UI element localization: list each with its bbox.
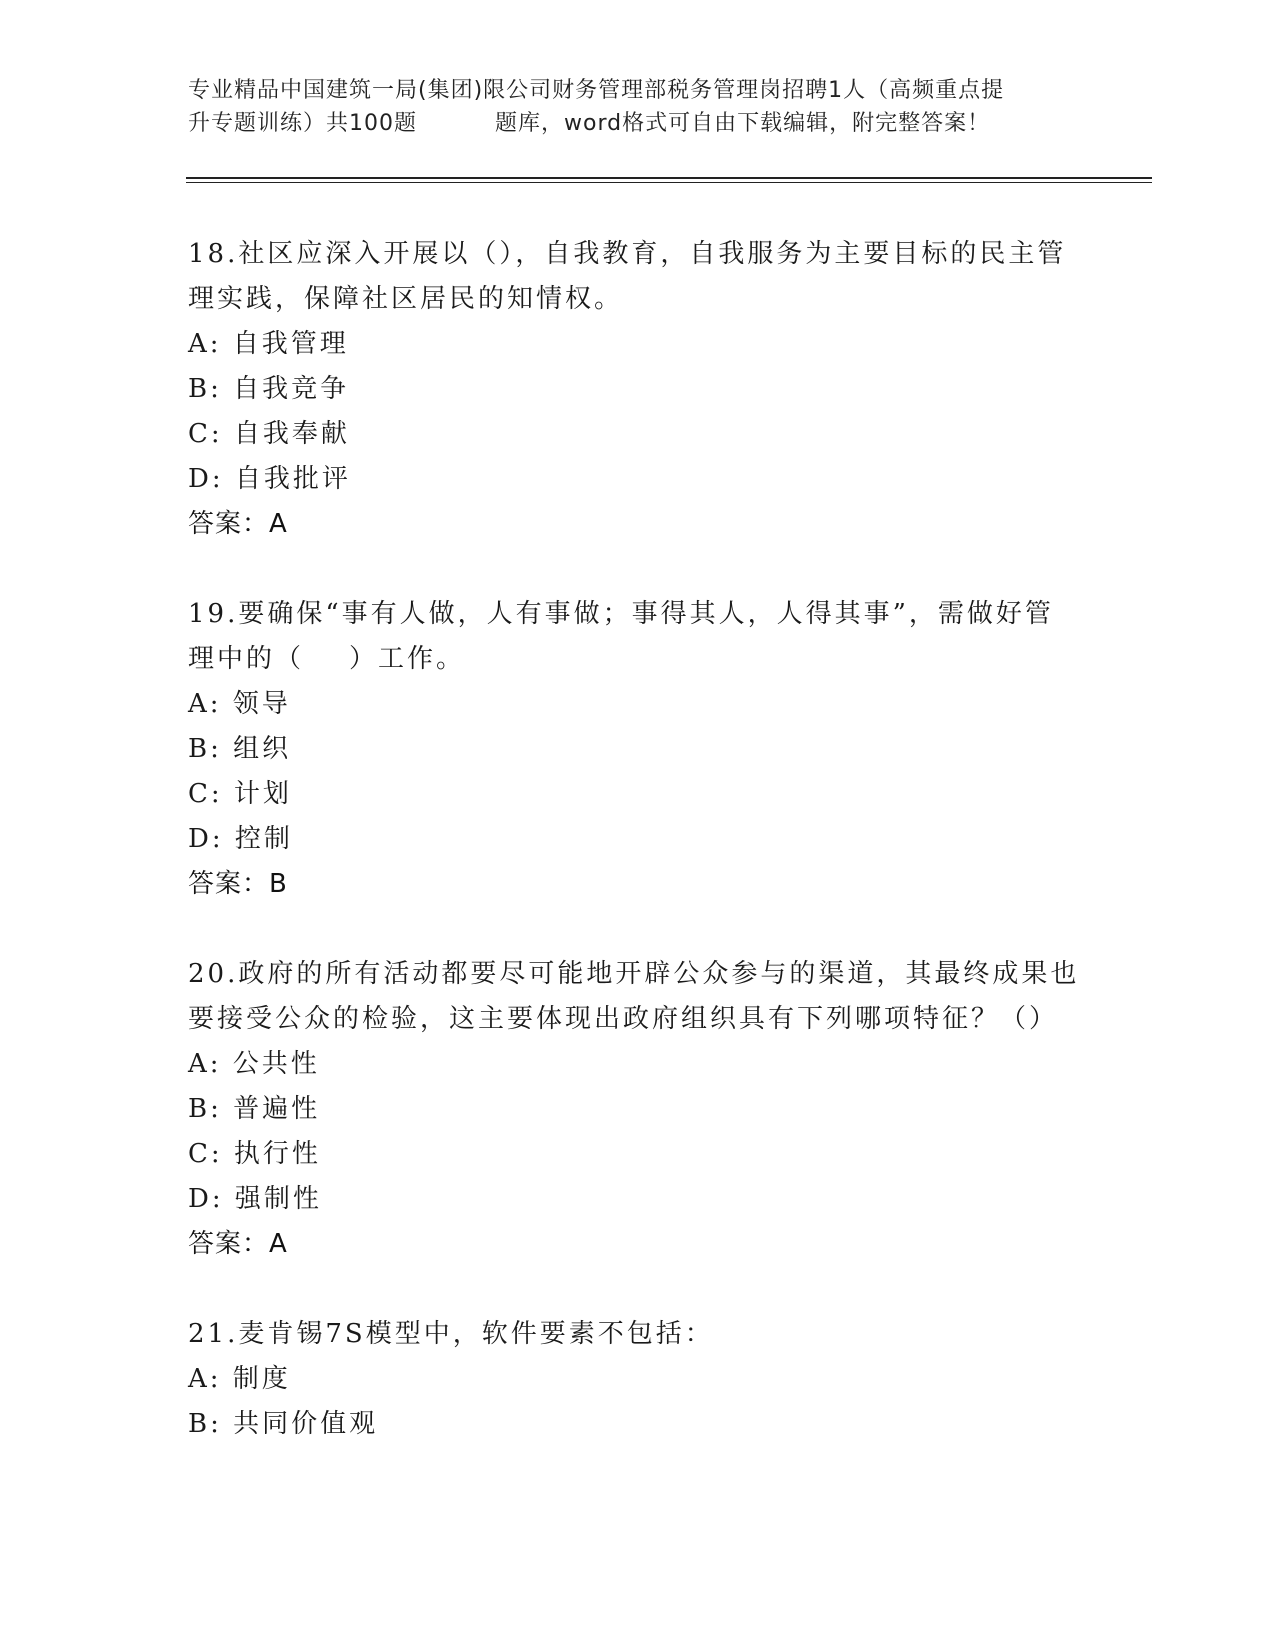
option-b: B: 共同价值观 xyxy=(188,1409,379,1439)
option-a: A: 自我管理 xyxy=(188,329,349,359)
option-c: C: 计划 xyxy=(188,779,292,809)
option-d: D: 控制 xyxy=(188,824,293,854)
question-stem-line: 理实践，保障社区居民的知情权。 xyxy=(188,284,624,314)
question-18 xyxy=(188,232,1088,547)
question-21 xyxy=(188,1312,1088,1447)
question-list xyxy=(188,232,1088,1492)
option-a: A: 公共性 xyxy=(188,1049,320,1079)
header-line-1: 专业精品中国建筑一局(集团)限公司财务管理部税务管理岗招聘1人（高频重点提 xyxy=(188,78,1005,103)
option-d: D: 自我批评 xyxy=(188,464,351,494)
answer-line: 答案：A xyxy=(188,1229,288,1259)
option-b: B: 自我竞争 xyxy=(188,374,350,404)
option-d: D: 强制性 xyxy=(188,1184,322,1214)
question-stem-line: 20.政府的所有活动都要尽可能地开辟公众参与的渠道，其最终成果也 xyxy=(188,959,1080,989)
header-line-2 xyxy=(188,107,1088,140)
option-a: A: 制度 xyxy=(188,1364,291,1394)
document-header xyxy=(188,74,1088,140)
question-stem-line: 21.麦肯锡7S模型中，软件要素不包括： xyxy=(188,1319,714,1349)
answer-line: 答案：B xyxy=(188,869,288,899)
option-b: B: 组织 xyxy=(188,734,292,764)
header-divider-thick xyxy=(186,177,1152,179)
option-b: B: 普遍性 xyxy=(188,1094,321,1124)
question-stem-line: 19.要确保“事有人做，人有事做；事得其人，人得其事”，需做好管 xyxy=(188,599,1054,629)
question-stem-line: 18.社区应深入开展以（），自我教育，自我服务为主要目标的民主管 xyxy=(188,239,1067,269)
header-divider-thin xyxy=(186,182,1152,183)
option-c: C: 执行性 xyxy=(188,1139,321,1169)
option-a: A: 领导 xyxy=(188,689,291,719)
question-20 xyxy=(188,952,1088,1267)
question-19 xyxy=(188,592,1088,907)
question-stem-line: 要接受公众的检验，这主要体现出政府组织具有下列哪项特征？（） xyxy=(188,1004,1059,1034)
header-line-2-right: 题库，word格式可自由下载编辑，附完整答案！ xyxy=(495,111,991,136)
answer-line: 答案：A xyxy=(188,509,288,539)
option-c: C: 自我奉献 xyxy=(188,419,350,449)
question-stem-line: 理中的（ ）工作。 xyxy=(188,644,466,674)
header-line-2-left: 升专题训练）共100题 xyxy=(188,111,417,136)
